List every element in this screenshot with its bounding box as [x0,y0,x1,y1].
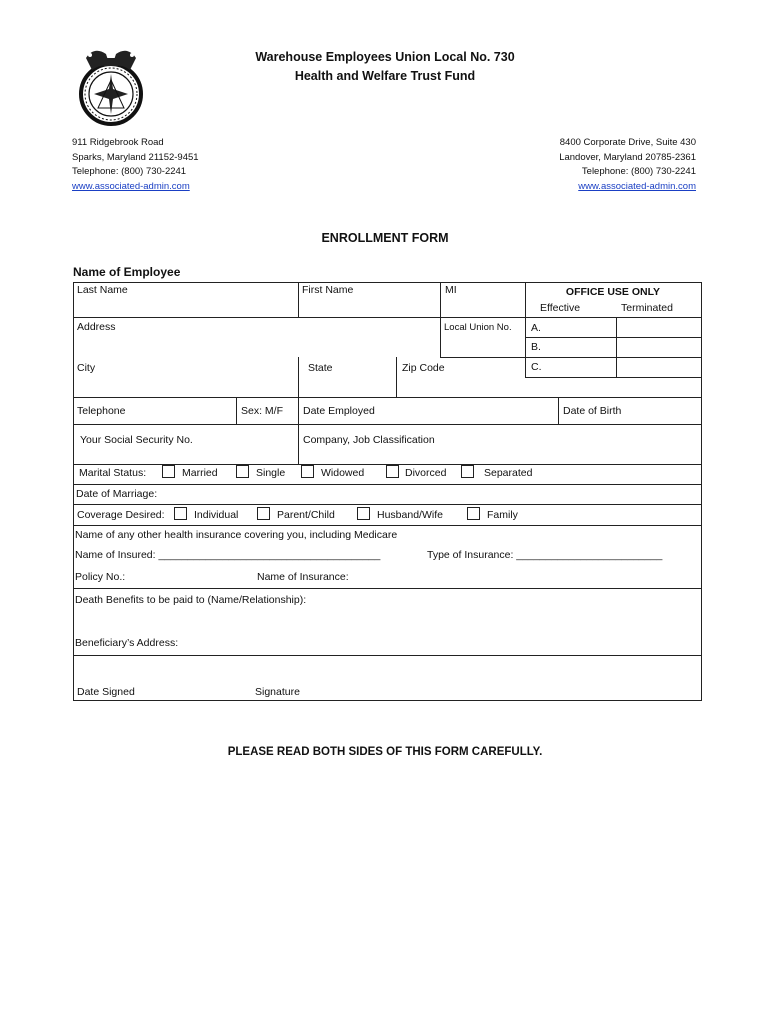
married-checkbox[interactable] [162,465,175,478]
office-row-a: A. [531,322,541,334]
widowed-checkbox[interactable] [301,465,314,478]
city-label: City [77,362,96,374]
office-row-c: C. [531,361,542,373]
marital-status-label: Marital Status: [79,467,147,479]
left-website-link[interactable]: www.associated-admin.com [72,181,190,192]
individual-checkbox[interactable] [174,507,187,520]
policy-no-label: Policy No.: [75,571,126,583]
section-title: Name of Employee [73,265,181,279]
local-union-label: Local Union No. [444,322,512,333]
office-use-title: OFFICE USE ONLY [565,286,661,298]
office-terminated-label: Terminated [621,302,673,314]
date-employed-label: Date Employed [303,405,375,417]
telephone-label: Telephone [77,405,126,417]
ssn-label: Your Social Security No. [80,434,193,446]
parent-child-checkbox[interactable] [257,507,270,520]
type-of-insurance-field[interactable]: Type of Insurance: _________________________ [427,549,663,561]
office-effective-label: Effective [540,302,581,314]
parent-child-label: Parent/Child [277,509,335,521]
company-label: Company, Job Classification [303,434,435,446]
separated-label: Separated [484,467,533,479]
office-row-b: B. [531,341,541,353]
left-address-line1: 911 Ridgebrook Road [72,137,164,148]
beneficiary-address-label: Beneficiary’s Address: [75,637,179,649]
org-name: Warehouse Employees Union Local No. 730 [255,50,515,64]
widowed-label: Widowed [321,467,365,479]
date-signed-label: Date Signed [77,686,135,698]
right-address-line1: 8400 Corporate Drive, Suite 430 [559,137,696,148]
name-of-insurance-label: Name of Insurance: [257,571,349,583]
husband-wife-label: Husband/Wife [377,509,443,521]
single-checkbox[interactable] [236,465,249,478]
coverage-desired-label: Coverage Desired: [77,509,165,521]
form-title: ENROLLMENT FORM [321,231,449,245]
date-of-marriage-label: Date of Marriage: [76,488,158,500]
family-checkbox[interactable] [467,507,480,520]
mi-label: MI [445,284,457,296]
fund-name: Health and Welfare Trust Fund [294,69,476,83]
date-of-birth-label: Date of Birth [563,405,622,417]
footer-note: PLEASE READ BOTH SIDES OF THIS FORM CAREFULLY. [227,746,543,758]
first-name-label: First Name [302,284,354,296]
single-label: Single [256,467,286,479]
individual-label: Individual [194,509,239,521]
left-telephone: Telephone: (800) 730-2241 [72,166,187,177]
married-label: Married [182,467,218,479]
right-address-line2: Landover, Maryland 20785-2361 [559,152,696,163]
sex-label: Sex: M/F [241,405,284,417]
state-label: State [308,362,333,374]
left-address-line2: Sparks, Maryland 21152-9451 [72,152,199,163]
last-name-label: Last Name [77,284,128,296]
right-website-link[interactable]: www.associated-admin.com [578,181,696,192]
divorced-checkbox[interactable] [386,465,399,478]
right-telephone: Telephone: (800) 730-2241 [581,166,696,177]
husband-wife-checkbox[interactable] [357,507,370,520]
separated-checkbox[interactable] [461,465,474,478]
other-insurance-label: Name of any other health insurance covering you, including Medicare [75,529,398,541]
family-label: Family [487,509,518,521]
zip-code-label: Zip Code [402,362,445,374]
divorced-label: Divorced [405,467,447,479]
address-label: Address [77,321,116,333]
signature-label: Signature [255,686,300,698]
death-benefits-label: Death Benefits to be paid to (Name/Relationship): [75,594,307,606]
name-of-insured-field[interactable]: Name of Insured: ______________________________________ [75,549,381,561]
